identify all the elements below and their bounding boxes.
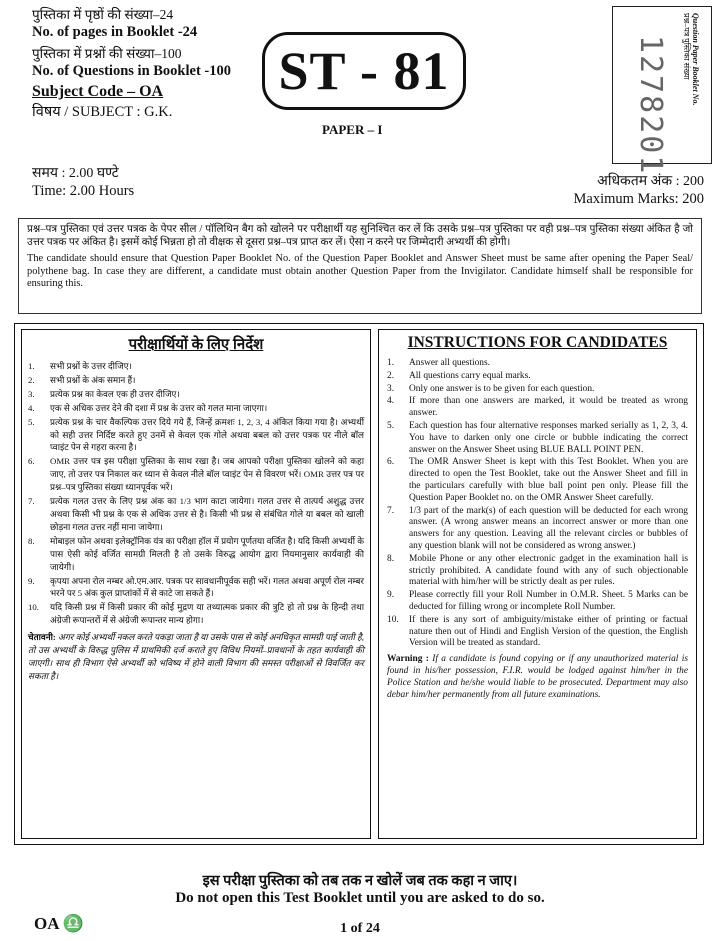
instruction-item <box>28 455 364 494</box>
footer-warning-english: Do not open this Test Booklet until you are asked to do so. <box>175 890 545 906</box>
notice-english: The candidate should ensure that Question Paper Booklet No. of the Question Paper Booklet and Answer Sheet must be same after opening the Paper Seal/ polythene bag. In case they are different, a candidate must obtain another Question Paper from the Invigilator. Candidate himself shall be responsible for ensuring this. <box>27 253 693 289</box>
english-warning-text: If a candidate is found copying or if any unauthorized material is found in his/her possession, F.I.R. would be lodged against him/her in the Police Station and he/she would liable to be prosecuted. Department may also debar him/her permanently from all future examinations. <box>387 654 688 700</box>
instruction-number: 4. <box>28 402 35 413</box>
questions-count-hindi: पुस्तिका में प्रश्नों की संख्या–100 <box>32 46 182 61</box>
instruction-number: 5. <box>387 420 395 431</box>
instruction-item <box>387 384 688 396</box>
questions-count-english: No. of Questions in Booklet -100 <box>32 63 231 79</box>
instruction-number: 10. <box>387 614 399 625</box>
instruction-text: प्रत्येक गलत उत्तर के लिए प्रश्न अंक का 1/3 भाग काटा जायेगा। गलत उत्तर से तात्पर्य अशुद्ध उत्तर अथवा किसी भी प्रश्न के एक से अधिक उत्तर से है। किसी भी प्रश्न से संबंधित गोले या बबल को खाली छोड़ना गलत उत्तर नहीं माना जायेगा। <box>50 496 364 532</box>
instruction-number: 1. <box>28 361 35 371</box>
serial-number: 1278201 <box>633 35 668 176</box>
instruction-item <box>387 421 688 456</box>
instruction-text: कृपया अपना रोल नम्बर ओ.एम.आर. पत्रक पर सावधानीपूर्वक सही भरें। गलत अथवा अपूर्ण रोल नम्बर भरने पर 5 अंक कुल प्राप्तांकों में से काटे जा सकते हैं। <box>50 575 364 599</box>
instruction-text: Mobile Phone or any other electronic gadget in the examination hall is strictly prohibited. A candidate found with any of such objectionable material with him/her will be strictly dealt as per rules. <box>409 553 688 588</box>
instruction-item <box>28 402 364 415</box>
instruction-item <box>387 457 688 504</box>
instruction-text: Please correctly fill your Roll Number in O.M.R. Sheet. 5 Marks can be deducted for filling wrong or incomplete Roll Number. <box>409 590 688 612</box>
booklet-serial-box <box>612 6 712 176</box>
bottom-subject-code: OA ♎ <box>34 914 84 933</box>
hindi-instructions-list <box>28 360 364 627</box>
footer-warning-hindi: इस परीक्षा पुस्तिका को तब तक न खोलें जब तक कहा न जाए। <box>202 873 518 889</box>
instruction-item <box>28 374 364 387</box>
instruction-item <box>387 590 688 614</box>
instruction-text: If there is any sort of ambiguity/mistake either of printing or factual nature then out of Hindi and English Version of the question, the English Version will be treated as standard. <box>409 614 688 649</box>
english-warning-label: Warning : <box>387 654 429 665</box>
instruction-number: 10. <box>28 602 39 613</box>
instruction-text: सभी प्रश्नों के अंक समान हैं। <box>50 374 136 385</box>
paper-code-box <box>262 32 466 110</box>
hindi-instructions-title: परीक्षार्थियों के लिए निर्देश <box>128 337 264 353</box>
instruction-text: 1/3 part of the mark(s) of each question will be deducted for each wrong answer. (A wrong answer means an incorrect answer or more than one answers for any question. Leaving all the relevant circles or bubbles of any question blank will not be considered as wrong answer.) <box>409 505 688 551</box>
instruction-number: 7. <box>387 505 395 516</box>
instruction-item <box>387 371 688 383</box>
instruction-number: 8. <box>28 535 35 546</box>
instruction-text: Each question has four alternative responses marked serially as 1, 2, 3, 4. You have to darken only one circle or bubble indicating the correct answer on the Answer Sheet using BLUE BALL POINT PEN. <box>409 420 688 455</box>
english-instructions-title: INSTRUCTIONS FOR CANDIDATES <box>407 334 668 351</box>
instruction-item <box>387 396 688 420</box>
instruction-text: सभी प्रश्नों के उत्तर दीजिए। <box>50 361 132 371</box>
booklet-notice <box>18 218 702 314</box>
instruction-number: 1. <box>387 358 395 368</box>
instruction-number: 3. <box>28 388 35 399</box>
page-number: 1 of 24 <box>340 921 380 936</box>
serial-label-hindi: प्रश्न–पत्र पुस्तिका संख्या <box>682 13 691 80</box>
subject-code: Subject Code – OA <box>32 83 164 100</box>
hindi-warning-label: चेतावनी: <box>28 632 56 643</box>
instruction-text: एक से अधिक उत्तर देने की दशा में प्रश्न के उत्तर को गलत माना जाएगा। <box>50 402 268 413</box>
instruction-number: 9. <box>387 590 395 601</box>
paper-label: PAPER – I <box>322 122 383 137</box>
instruction-text: मोबाइल फोन अथवा इलेक्ट्रॉनिक यंत्र का परीक्षा हॉल में प्रयोग पूर्णतया वर्जित है। यदि किसी अभ्यर्थी के पास ऐसी कोई वर्जित सामग्री मिलती है तो उसके विरुद्ध आयोग द्वारा नियमानुसार कार्यवाही की जायेगी। <box>50 535 364 572</box>
instruction-text: Only one answer is to be given for each question. <box>409 383 595 394</box>
instruction-text: OMR उत्तर पत्र इस परीक्षा पुस्तिका के साथ रखा है। जब आपको परीक्षा पुस्तिका खोलने को कहा जाए, तो उत्तर पत्र निकाल कर ध्यान से केवल नीले बॉल प्वाइंट पेन से विवरण भरें। OMR उत्तर पत्र पर प्रश्न–पत्र पुस्तिका संख्या ध्यानपूर्वक भरें। <box>50 456 364 493</box>
english-instructions-list <box>387 358 688 650</box>
instruction-text: प्रत्येक प्रश्न के चार वैकल्पिक उत्तर दिये गये हैं, जिन्हें क्रमशः 1, 2, 3, 4 अंकित किया गया है। अभ्यर्थी को सही उत्तर निर्दिष्ट करते हुए उनमें से केवल एक गोले अथवा बबल को उत्तर पत्रक पर नीले बॉल प्वाइंट पेन से गहरा करना है। <box>50 416 364 453</box>
instruction-item <box>28 575 364 601</box>
english-instructions <box>378 329 697 839</box>
instruction-item <box>28 388 364 401</box>
instruction-number: 3. <box>387 383 395 394</box>
hindi-warning <box>28 631 364 683</box>
instruction-item <box>387 506 688 553</box>
instruction-item <box>387 554 688 589</box>
instruction-number: 7. <box>28 496 35 507</box>
instruction-number: 2. <box>387 370 395 381</box>
instruction-number: 5. <box>28 416 35 427</box>
hindi-instructions <box>21 329 371 839</box>
pages-count-english: No. of pages in Booklet -24 <box>32 24 198 40</box>
marks-english: Maximum Marks: 200 <box>573 191 704 207</box>
instruction-item <box>28 416 364 455</box>
instructions-frame <box>14 323 704 845</box>
notice-hindi: प्रश्न–पत्र पुस्तिका एवं उत्तर पत्रक के पेपर सील / पॉलिथिन बैग को खोलने पर परीक्षार्थी यह सुनिश्चित कर लें कि उसके प्रश्न–पत्र पुस्तिका पर वही प्रश्न–पत्र पुस्तिका संख्या अंकित है जो उत्तर पत्रक पर अंकित है। इसमें कोई भिन्नता हो तो वीक्षक से दूसरा प्रश्न–पत्र प्राप्त कर लें। ऐसा न करने पर जिम्मेदारी अभ्यर्थी की होगी। <box>27 224 693 248</box>
instruction-text: Answer all questions. <box>409 358 490 368</box>
subject-name: विषय / SUBJECT : G.K. <box>32 104 173 120</box>
instruction-number: 8. <box>387 553 395 564</box>
instruction-item <box>28 360 364 373</box>
instruction-text: If more than one answers are marked, it would be treated as wrong answer. <box>409 396 688 419</box>
time-english: Time: 2.00 Hours <box>32 183 135 199</box>
instruction-number: 2. <box>28 374 35 385</box>
instruction-number: 6. <box>387 457 395 468</box>
pages-count-hindi: पुस्तिका में पृष्ठों की संख्या–24 <box>32 7 174 22</box>
instruction-number: 4. <box>387 396 395 407</box>
instruction-text: All questions carry equal marks. <box>409 370 531 381</box>
instruction-number: 6. <box>28 456 35 467</box>
instruction-text: यदि किसी प्रश्न में किसी प्रकार की कोई मुद्रण या तथ्यात्मक प्रकार की त्रुटि हो तो प्रश्न के हिन्दी तथा अंग्रेजी रूपान्तरों में से अंग्रेजी रूपान्तर मान्य होगा। <box>50 602 364 626</box>
instruction-item <box>387 615 688 650</box>
marks-hindi: अधिकतम अंक : 200 <box>597 174 704 189</box>
instruction-number: 9. <box>28 575 35 586</box>
instruction-text: प्रत्येक प्रश्न का केवल एक ही उत्तर दीजिए। <box>50 388 180 399</box>
serial-label-english: Question Paper Booklet No. <box>691 13 700 106</box>
instruction-item <box>387 358 688 370</box>
paper-code: ST - 81 <box>278 41 450 101</box>
instruction-item <box>28 601 364 627</box>
instruction-text: The OMR Answer Sheet is kept with this Test Booklet. When you are directed to open the Test Booklet, take out the Answer Sheet and fill in the particulars carefully with blue ball point pen only. Please fill the Question Paper Booklet no. on the OMR Answer Sheet carefully. <box>409 457 688 503</box>
instruction-item <box>28 535 364 574</box>
hindi-warning-text: अगर कोई अभ्यर्थी नकल करते पकड़ा जाता है या उसके पास से कोई अनधिकृत सामग्री पाई जाती है, तो उस अभ्यर्थी के विरुद्ध पुलिस में प्राथमिकी दर्ज कराते हुए विविध नियमों–प्रावधानों के तहत कार्यवाही की जाएगी। साथ ही विभाग ऐसे अभ्यर्थी को भविष्य में होने वाली विभाग की समस्त परीक्षाओं से विवर्जित कर सकता है। <box>28 632 364 681</box>
english-warning <box>387 654 688 701</box>
instruction-item <box>28 495 364 534</box>
time-hindi: समय : 2.00 घण्टे <box>32 166 119 181</box>
